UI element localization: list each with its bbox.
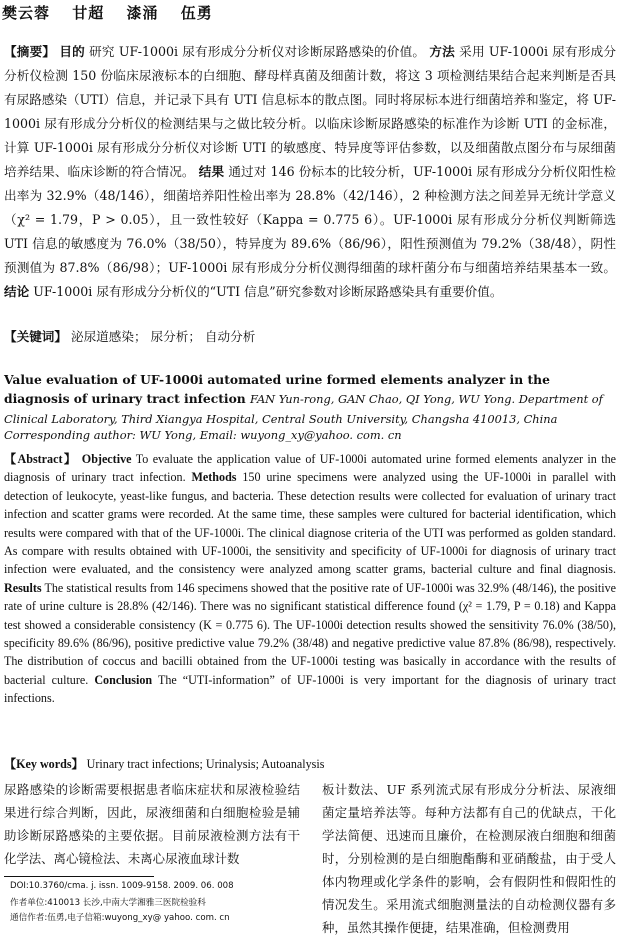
abstract-label: 【Abstract】 xyxy=(4,452,78,466)
chinese-keywords xyxy=(4,326,616,345)
english-title-block xyxy=(4,370,616,429)
body-column-right: 板计数法、UF 系列流式尿有形成分分析法、尿液细菌定量培养法等。每种方法都有自己的优缺点，干化学法简便、迅速而且廉价，在检测尿液白细胞和细菌时，分别检测的是白细胞酯酶和亚硝酸盐，由于受人体内物理或化学条件的影响，会有假阴性和假阳性的情况发生。采用流式细胞测量法的自动检测仪器有多种，虽然其操作便捷，结果准确，但检测费用 xyxy=(322,782,616,935)
footnote-correspondence: 通信作者:伍勇,电子信箱:wuyong_xy@ yahoo. com. cn xyxy=(10,913,230,923)
conclusion-label: Conclusion xyxy=(94,672,153,687)
results-text: 通过对 146 份标本的比较分析，UF-1000i 尿有形成分分析仪阳性检出率为 32.9%（48/146），细菌培养阳性检出率为 28.8%（42/146），2 种检测方法之间差异无统计学意义（χ² = 1.79，P > 0.05），且一致性较好（Kappa = 0.775 6）。UF-1000i 尿有形成分分析仪判断筛选 UTI 信息的敏感度为 76.0%（38/50），特异度为 89.6%（86/96），阳性预测值为 79.2%（38/48），阴性预测值为 87.8%（86/98）；UF-1000i 尿有形成分分析仪测得细菌的球杆菌分布与细菌培养结果基本一致。 xyxy=(4,164,617,275)
keywords-text: 泌尿道感染； 尿分析； 自动分析 xyxy=(70,329,256,344)
author-name: 漆涌 xyxy=(126,4,159,22)
footnote-divider xyxy=(4,876,154,877)
english-abstract xyxy=(4,450,616,708)
footnote-doi: DOI:10.3760/cma. j. issn. 1009-9158. 2009. 06. 008 xyxy=(10,881,234,891)
body-column-left: 尿路感染的诊断需要根据患者临床症状和尿液检验结果进行综合判断，因此，尿液细菌和白细胞检验是辅助诊断尿路感染的主要依据。目前尿液检测方法有干化学法、离心镜检法、未离心尿液血球计数 xyxy=(4,782,300,866)
chinese-abstract xyxy=(4,40,616,304)
abstract-label: 【摘要】 xyxy=(4,44,56,59)
footnote-affiliation: 作者单位:410013 长沙,中南大学湘雅三医院检验科 xyxy=(10,898,206,908)
methods-label: Methods xyxy=(191,470,237,485)
keywords-label: 【Key words】 xyxy=(4,757,84,771)
objective-label: Objective xyxy=(81,452,132,466)
methods-label: 方法 xyxy=(429,44,455,59)
methods-text: 采用 UF-1000i 尿有形成分分析仪检测 150 份临床尿液标本的白细胞、酵母样真菌及细菌计数，将这 3 项检测结果结合起来判断是否具有尿路感染（UTI）信息，并记录下具有 UTI 信息标本的散点图。同时将尿标本进行细菌培养和鉴定，将 UF-1000i 尿有形成分分析仪的检测结果与之做比较分析。以临床诊断尿路感染的标准作为诊断 UTI 的金标准，计算 UF-1000i 尿有形成分分析仪对诊断 UTI 的敏感度、特异度等评估参数，以及细菌散点图分布与尿细菌培养结果、临床诊断的符合情况。 xyxy=(4,44,616,179)
results-label: Results xyxy=(4,580,42,595)
keywords-text: Urinary tract infections; Urinalysis; Autoanalysis xyxy=(86,757,325,771)
results-label: 结果 xyxy=(198,164,225,179)
objective-text: To evaluate the application value of UF-1000i automated urine formed elements analyzer in the diagnosis of urinary tract infection. xyxy=(4,452,616,485)
corresponding-author: Corresponding author: WU Yong, Email: wuyong_xy@yahoo. com. cn xyxy=(4,428,402,442)
conclusion-text: UF-1000i 尿有形成分分析仪的“UTI 信息”研究参数对诊断尿路感染具有重要价值。 xyxy=(33,284,503,299)
objective-text: 研究 UF-1000i 尿有形成分分析仪对诊断尿路感染的价值。 xyxy=(89,44,426,59)
author-name: 樊云蓉 xyxy=(2,4,51,22)
author-name: 伍勇 xyxy=(180,4,213,22)
conclusion-text: The “UTI-information” of UF-1000i is very important for the diagnosis of urinary tract infections. xyxy=(4,672,617,706)
results-text: The statistical results from 146 specimens showed that the positive rate of UF-1000i was 32.9% (48/146), the positive rate of urine culture is 28.8% (42/146). There was no significant statistical difference found (χ² = 1.79, P = 0.18) and Kappa test showed a considerable consistency (K = 0.775 6). The UF-1000i detection results showed the sensitivity 76.0% (38/50), specificity 89.6% (86/96), positive predictive value 79.2% (38/48) and negative predictive value 87.8% (86/98), respectively. The distribution of coccus and bacilli obtained from the UF-1000i testing was basically in accordance with the results of bacterial culture. xyxy=(4,580,616,687)
author-list xyxy=(2,2,229,23)
objective-label: 目的 xyxy=(59,44,85,59)
methods-text: 150 urine specimens were analyzed using the UF-1000i in parallel with detection of leukocyte, yeast-like fungus, and bacteria. These detection results were collected for evaluation of urinary tract infection and scatter grams were recorded. At the same time, these samples were cultured for bacterial identification, which results were compared with that of the UF-1000i. The clinical diagnose criteria of the UTI was performed as golden standard. As compare with results obtained with UF-1000i, the sensitivity and specificity of UF-1000i for diagnosis of urinary tract infection were evaluated, and the consistency were analyzed among scatter grams, bacterial culture and final diagnosis. xyxy=(4,470,616,577)
author-name: 甘超 xyxy=(72,4,105,22)
conclusion-label: 结论 xyxy=(4,284,30,299)
english-keywords xyxy=(4,755,324,772)
english-authors: FAN Yun-rong, GAN Chao, QI Yong, WU Yong. Department of Clinical Laboratory, Third Xiangya Hospital, Central South University, Changsha 410013, China xyxy=(4,392,603,426)
keywords-label: 【关键词】 xyxy=(4,329,67,344)
english-title: Value evaluation of UF-1000i automated urine formed elements analyzer in the diagnosis of urinary tract infection xyxy=(4,372,550,406)
